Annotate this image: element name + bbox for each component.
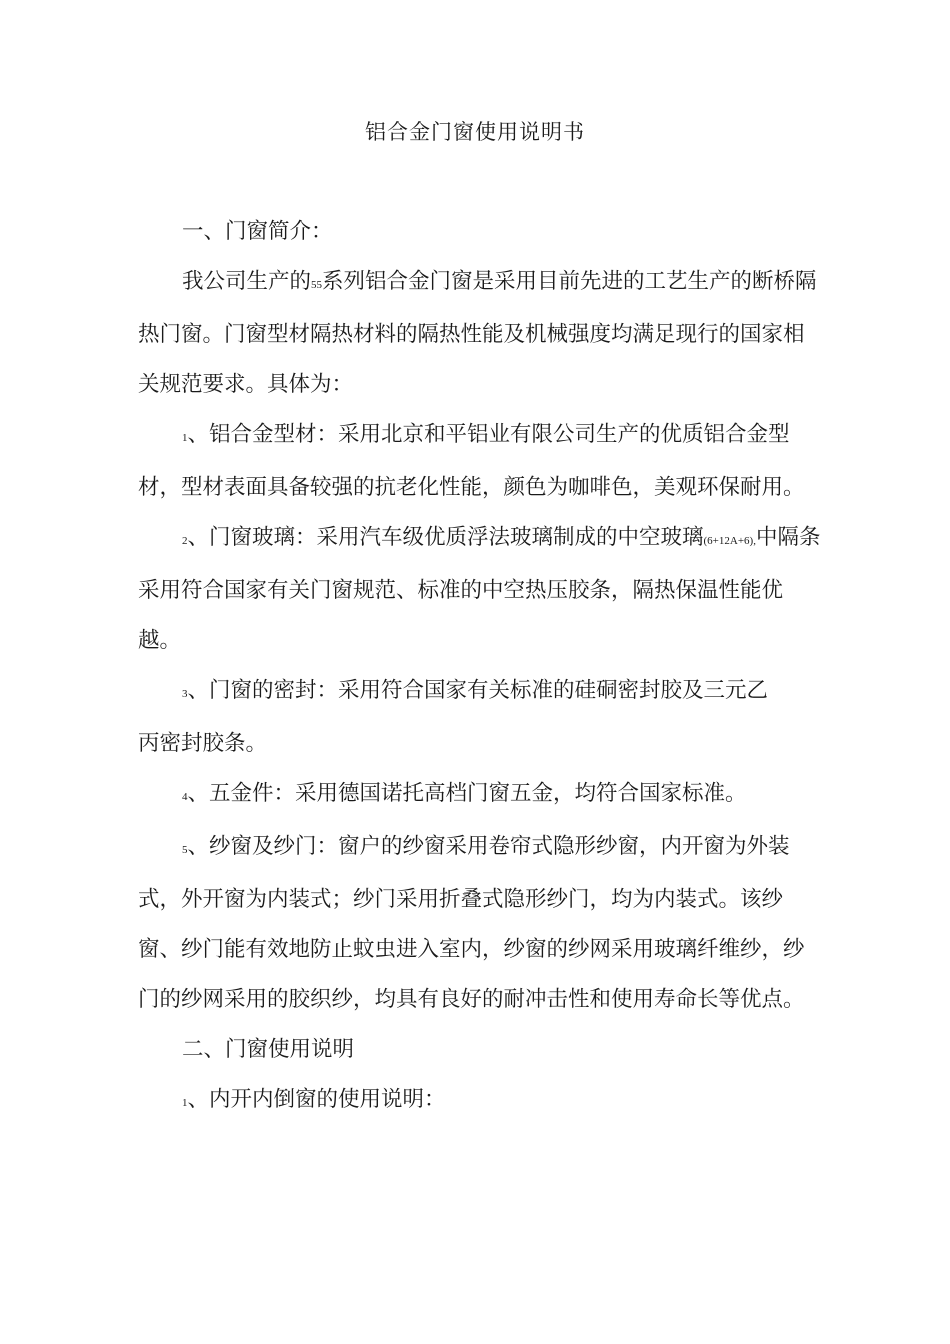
item-number: 4	[182, 791, 188, 803]
intro-paragraph	[138, 257, 822, 410]
item-text-after: 中隔条采用符合国家有关门窗规范、标准的中空热压胶条，隔热保温性能优越。	[138, 525, 821, 653]
series-number: 55	[311, 279, 323, 291]
item-number: 2	[182, 535, 188, 547]
intro-text-before: 我公司生产的	[182, 269, 312, 294]
item-text: 、门窗的密封：采用符合国家有关标准的硅硐密封胶及三元乙	[187, 678, 769, 703]
item-text: 、五金件：采用德国诺托高档门窗五金，均符合国家标准。	[187, 781, 747, 806]
intro-text-after: 系列铝合金门窗是采用目前先进的工艺生产的断桥隔热门窗。门窗型材隔热材料的隔热性能及机械强度均满足现行的国家相关规范要求。具体为：	[138, 269, 817, 397]
item-text: 、纱窗及纱门：窗户的纱窗采用卷帘式隐形纱窗，内开窗为外装式，外开窗为内装式；纱门采用折叠式隐形纱门，均为内装式。该纱窗、纱门能有效地防止蚊虫进入室内，纱窗的纱网采用玻璃纤维纱，纱门的纱网采用的胶织纱，均具有良好的耐冲击性和使用寿命长等优点。	[138, 834, 805, 1012]
item-text-before: 、门窗玻璃：采用汽车级优质浮法玻璃制成的中空玻璃	[187, 525, 704, 550]
item-number: 1	[182, 1097, 188, 1109]
item-hardware	[138, 769, 822, 822]
item-inward-window	[138, 1075, 822, 1128]
item-seal-line1	[138, 666, 822, 719]
item-text: 、内开内倒窗的使用说明：	[187, 1087, 446, 1112]
item-number: 1	[182, 432, 188, 444]
item-number: 5	[182, 844, 188, 856]
item-screens	[138, 822, 822, 1025]
document-body	[138, 207, 822, 1128]
section2-heading: 二、门窗使用说明	[182, 1037, 355, 1062]
item-number: 3	[182, 688, 188, 700]
item-text: 、铝合金型材：采用北京和平铝业有限公司生产的优质铝合金型材，型材表面具备较强的抗老化性能，颜色为咖啡色，美观环保耐用。	[138, 422, 805, 500]
section1-heading: 一、门窗简介：	[182, 219, 333, 244]
document-title: 铝合金门窗使用说明书	[365, 120, 585, 144]
glass-spec: (6+12A+6),	[703, 535, 756, 547]
item-glass	[138, 513, 822, 666]
item-seal-line2: 丙密封胶条。	[138, 731, 268, 756]
item-aluminum-profile	[138, 410, 822, 513]
